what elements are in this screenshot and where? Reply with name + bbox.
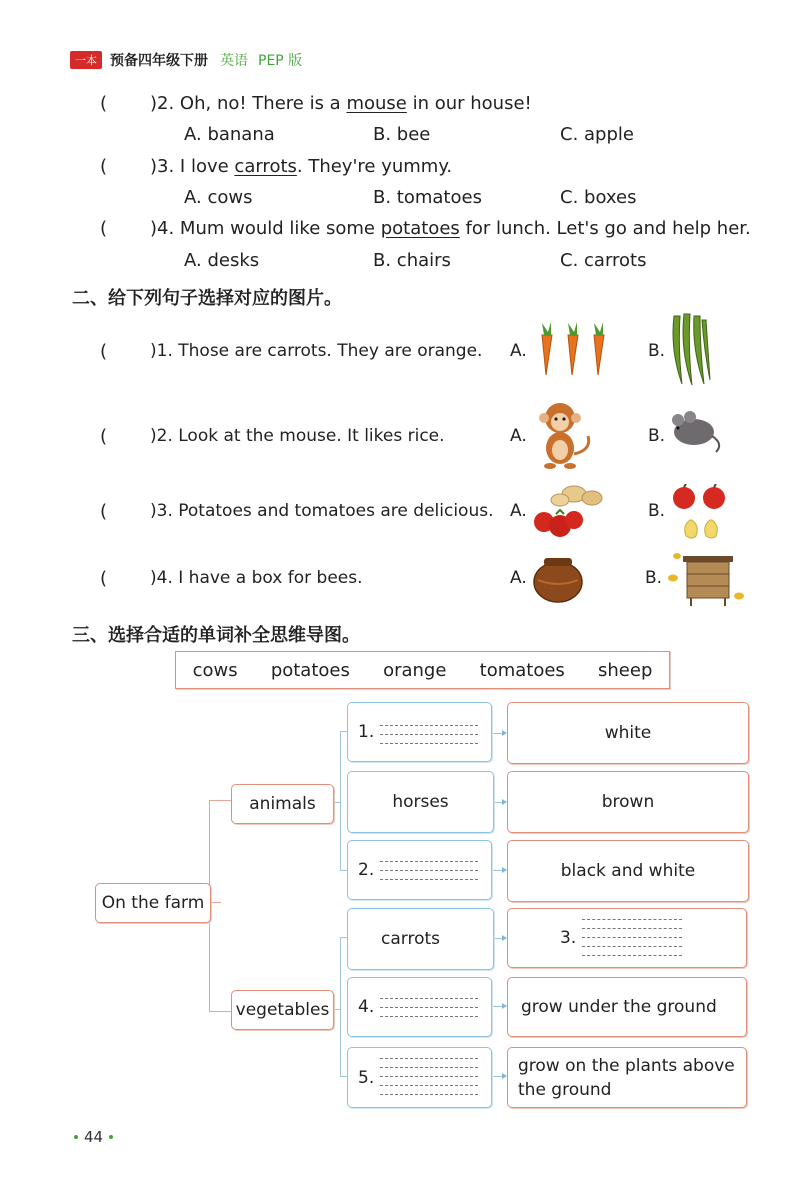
apples-pears-icon bbox=[668, 484, 734, 540]
option-b: B. chairs bbox=[373, 250, 451, 271]
dot-icon bbox=[109, 1135, 113, 1139]
connector bbox=[340, 937, 341, 1077]
blank-line bbox=[380, 725, 478, 726]
connector bbox=[209, 1011, 232, 1012]
blank-line bbox=[582, 937, 682, 938]
option-a: A. cows bbox=[184, 187, 253, 208]
beehive-box-icon bbox=[665, 548, 751, 608]
right-node-under-ground: grow under the ground bbox=[507, 977, 747, 1037]
carrots-icon bbox=[532, 320, 612, 380]
match-question-1: )1. Those are carrots. They are orange. bbox=[150, 341, 483, 361]
option-a: A. banana bbox=[184, 124, 275, 145]
dot-icon bbox=[74, 1135, 78, 1139]
branch-animals: animals bbox=[231, 784, 334, 824]
match-question-2: )2. Look at the mouse. It likes rice. bbox=[150, 426, 445, 446]
connector bbox=[340, 731, 347, 732]
option-b: B. tomatoes bbox=[373, 187, 482, 208]
green-beans-icon bbox=[668, 310, 713, 388]
connector bbox=[340, 1076, 347, 1077]
option-c: C. apple bbox=[560, 124, 634, 145]
mindmap-root: On the farm bbox=[95, 883, 211, 923]
choice-a: A. bbox=[510, 341, 527, 361]
connector bbox=[340, 731, 341, 871]
blank-line bbox=[380, 1058, 478, 1059]
mid-node-carrots: carrots bbox=[347, 908, 494, 970]
answer-paren: ( bbox=[100, 426, 108, 447]
brand-logo: 一本 bbox=[70, 51, 102, 69]
connector bbox=[209, 800, 232, 801]
match-question-3: )3. Potatoes and tomatoes are delicious. bbox=[150, 501, 494, 521]
book-title: 预备四年级下册 bbox=[110, 53, 208, 69]
blank-line bbox=[380, 1067, 478, 1068]
choice-a: A. bbox=[510, 501, 527, 521]
blank-line bbox=[380, 1085, 478, 1086]
option-c: C. carrots bbox=[560, 250, 647, 271]
word-bank-item: cows bbox=[192, 659, 238, 681]
blank-line bbox=[380, 879, 478, 880]
question-3: )3. I love carrots. They're yummy. bbox=[150, 156, 453, 177]
word-bank-item: sheep bbox=[598, 659, 653, 681]
connector bbox=[340, 937, 347, 938]
choice-b: B. bbox=[645, 568, 663, 588]
mid-node-horses: horses bbox=[347, 771, 494, 833]
blank-line bbox=[380, 861, 478, 862]
question-4: )4. Mum would like some potatoes for lunch. Let's go and help her. bbox=[150, 218, 751, 239]
section-2-title: 二、给下列句子选择对应的图片。 bbox=[72, 288, 342, 309]
option-a: A. desks bbox=[184, 250, 260, 271]
connector bbox=[340, 870, 347, 871]
choice-a: A. bbox=[510, 426, 527, 446]
question-2: )2. Oh, no! There is a mouse in our house! bbox=[150, 93, 532, 114]
mid-node-1: 1. bbox=[347, 702, 492, 762]
monkey-icon bbox=[530, 398, 598, 474]
mid-node-4: 4. bbox=[347, 977, 492, 1037]
blank-line bbox=[582, 955, 682, 956]
subject-label: 英语 bbox=[220, 53, 248, 69]
blank-line bbox=[380, 998, 478, 999]
answer-paren: ( bbox=[100, 218, 108, 239]
right-node-black-white: black and white bbox=[507, 840, 749, 902]
blank-line bbox=[380, 743, 478, 744]
word-bank bbox=[175, 651, 670, 689]
blank-line bbox=[380, 1094, 478, 1095]
choice-b: B. bbox=[648, 341, 666, 361]
choice-a: A. bbox=[510, 568, 527, 588]
honey-pot-icon bbox=[530, 554, 586, 604]
right-node-white: white bbox=[507, 702, 749, 764]
answer-paren: ( bbox=[100, 568, 108, 589]
choice-b: B. bbox=[648, 426, 666, 446]
mid-node-5: 5. bbox=[347, 1047, 492, 1108]
blank-line bbox=[380, 870, 478, 871]
choice-b: B. bbox=[648, 501, 666, 521]
word-bank-item: orange bbox=[383, 659, 447, 681]
answer-paren: ( bbox=[100, 341, 108, 362]
blank-line bbox=[582, 946, 682, 947]
word-bank-item: tomatoes bbox=[479, 659, 565, 681]
page-number: 44 bbox=[68, 1128, 119, 1146]
mouse-icon bbox=[668, 408, 724, 454]
option-c: C. boxes bbox=[560, 187, 637, 208]
word-bank-item: potatoes bbox=[270, 659, 350, 681]
blank-line bbox=[380, 1016, 478, 1017]
page-header bbox=[70, 50, 312, 70]
blank-line bbox=[380, 1076, 478, 1077]
right-node-above-ground: grow on the plants above the ground bbox=[507, 1047, 747, 1108]
answer-paren: ( bbox=[100, 93, 108, 114]
edition-label: PEP 版 bbox=[258, 53, 303, 69]
potatoes-tomatoes-icon bbox=[530, 480, 606, 542]
right-node-3: 3. bbox=[507, 908, 747, 968]
section-3-title: 三、选择合适的单词补全思维导图。 bbox=[72, 625, 360, 646]
answer-paren: ( bbox=[100, 156, 108, 177]
answer-paren: ( bbox=[100, 501, 108, 522]
right-node-brown: brown bbox=[507, 771, 749, 833]
match-question-4: )4. I have a box for bees. bbox=[150, 568, 363, 588]
branch-vegetables: vegetables bbox=[231, 990, 334, 1030]
blank-line bbox=[582, 928, 682, 929]
blank-line bbox=[380, 1007, 478, 1008]
mid-node-2: 2. bbox=[347, 840, 492, 900]
option-b: B. bee bbox=[373, 124, 431, 145]
blank-line bbox=[380, 734, 478, 735]
blank-line bbox=[582, 919, 682, 920]
